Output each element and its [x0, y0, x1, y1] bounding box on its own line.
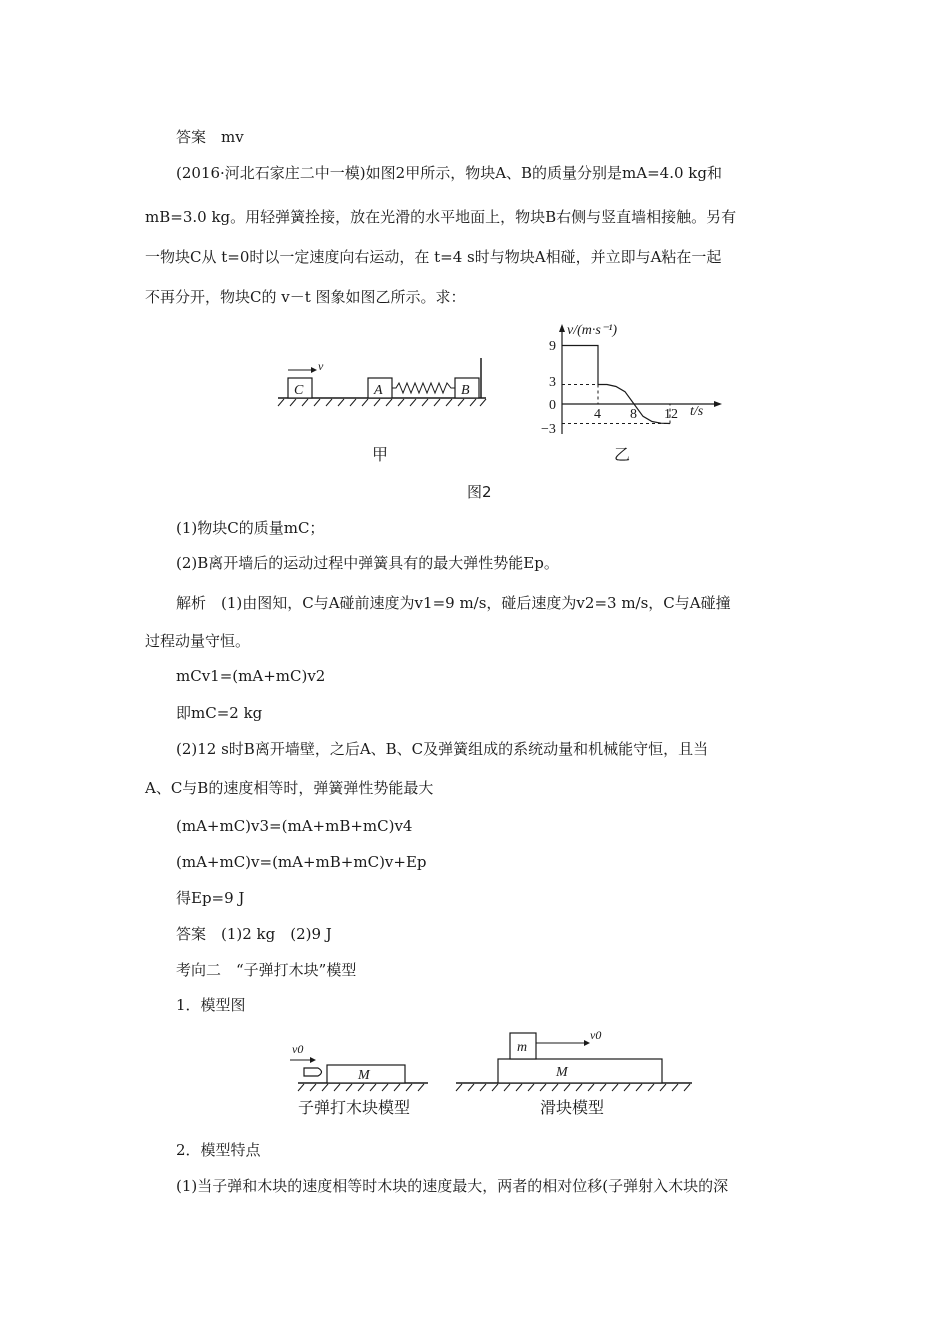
vt-plot	[562, 346, 670, 424]
equation-2: (mA+mC)v3=(mA+mB+mC)v4	[176, 817, 413, 835]
problem-line-4: 不再分开，物块C的 v－t 图象如图乙所示。求：	[145, 288, 466, 306]
velocity-label: v	[318, 359, 324, 373]
x-tick-12: 12	[664, 407, 678, 422]
equation-1: mCv1=(mA+mC)v2	[176, 667, 326, 685]
item-1-heading: 1．模型图	[176, 996, 246, 1014]
solution-line-3: (2)12 s时B离开墙壁，之后A、B、C及弹簧组成的系统动量和机械能守恒，且当	[176, 740, 709, 758]
wood-block-label: M	[358, 1068, 370, 1083]
problem-line-3: 一物块C从 t=0时以一定速度向右运动，在 t=4 s时与物块A相碰，并立即与A粘在一起	[145, 248, 722, 266]
equation-3: (mA+mC)v=(mA+mB+mC)v+Ep	[176, 853, 427, 871]
answer-line-2: 答案 (1)2 kg (2)9 J	[176, 925, 332, 943]
question-2: (2)B离开墙后的运动过程中弹簧具有的最大弹性势能Ep。	[176, 554, 559, 572]
long-board-label: M	[556, 1065, 568, 1080]
y-tick-9: 9	[549, 339, 556, 354]
y-axis-label: v/(m·s⁻¹)	[567, 323, 618, 338]
block-b-label: B	[461, 383, 470, 398]
long-board	[498, 1059, 662, 1083]
y-tick-3: 3	[549, 375, 556, 390]
model-figure	[0, 1025, 950, 1125]
y-tick-neg3: −3	[541, 422, 556, 437]
x-axis-label: t/s	[690, 404, 704, 419]
solution-line-2: 过程动量守恒。	[145, 632, 251, 650]
question-1: (1)物块C的质量mC；	[176, 519, 325, 537]
figure-2	[0, 320, 950, 500]
bullet	[304, 1068, 322, 1076]
bullet-v0-label: v0	[292, 1042, 304, 1056]
x-tick-4: 4	[594, 407, 601, 422]
item-2-heading: 2．模型特点	[176, 1141, 261, 1159]
label-jia: 甲	[372, 447, 389, 464]
bullet-model-caption: 子弹打木块模型	[298, 1100, 411, 1117]
answer-line-1: 答案 mv	[176, 128, 244, 146]
feature-line-1: (1)当子弹和木块的速度相等时木块的速度最大，两者的相对位移(子弹射入木块的深	[176, 1177, 729, 1195]
problem-line-2: mB=3.0 kg。用轻弹簧拴接，放在光滑的水平地面上，物块B右侧与竖直墙相接触。另有	[145, 208, 737, 226]
series-c-line	[562, 346, 670, 424]
ground-hatch	[278, 399, 486, 406]
slider-model-caption: 滑块模型	[540, 1100, 605, 1117]
y-tick-0: 0	[549, 398, 556, 413]
block-a-label: A	[374, 383, 383, 398]
x-tick-8: 8	[630, 407, 637, 422]
block-c-label: C	[294, 383, 304, 398]
solution-line-4: A、C与B的速度相等时，弹簧弹性势能最大	[145, 779, 434, 797]
section-heading: 考向二 “子弹打木块”模型	[176, 961, 357, 979]
result-1: 即mC=2 kg	[176, 704, 263, 722]
slider-v0-label: v0	[590, 1028, 602, 1042]
problem-line-1: (2016·河北石家庄二中一模)如图2甲所示，物块A、B的质量分别是mA=4.0 kg和	[176, 164, 722, 182]
result-2: 得Ep=9 J	[176, 889, 245, 907]
slider-block-label: m	[517, 1040, 528, 1055]
spring	[392, 383, 455, 393]
figure-2-caption: 图2	[467, 483, 492, 501]
label-yi: 乙	[614, 447, 631, 464]
solution-line-1: 解析 (1)由图知，C与A碰前速度为v1=9 m/s，碰后速度为v2=3 m/s，C与A碰撞	[176, 594, 731, 612]
